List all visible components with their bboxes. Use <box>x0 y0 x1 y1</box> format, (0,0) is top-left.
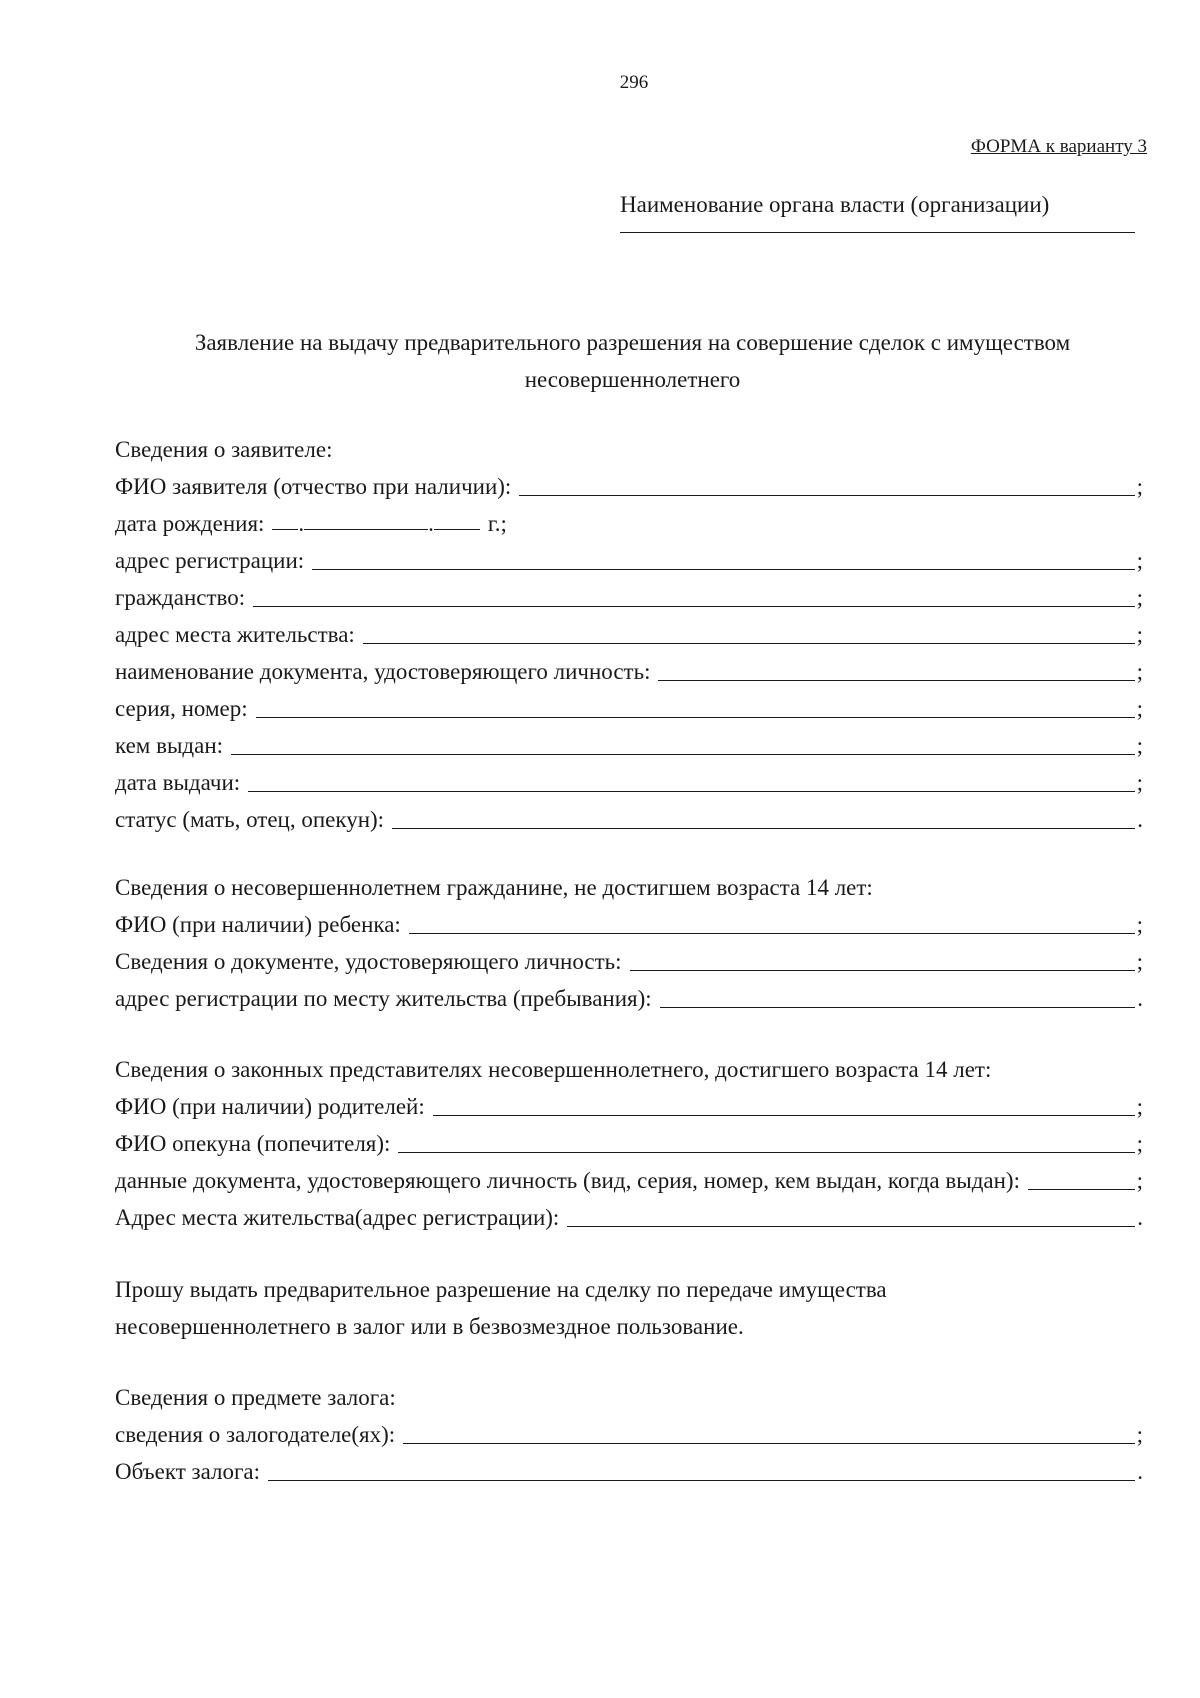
dob-year-field[interactable] <box>434 529 480 530</box>
authority-block <box>620 192 1140 233</box>
representatives-doc-row <box>115 1162 1143 1199</box>
applicant-citizenship-label: гражданство: <box>115 585 246 610</box>
row-end-mark: ; <box>1136 585 1143 610</box>
applicant-residence-label: адрес места жительства: <box>115 622 355 647</box>
representatives-guardian-label: ФИО опекуна (попечителя): <box>115 1131 391 1156</box>
applicant-series-row <box>115 690 1143 727</box>
pledge-object-row <box>115 1453 1143 1490</box>
applicant-reg-address-row <box>115 542 1143 579</box>
pledge-object-field[interactable] <box>268 1480 1135 1481</box>
applicant-dob-label: дата рождения: <box>115 511 265 536</box>
pledge-heading: Сведения о предмете залога: <box>115 1385 396 1410</box>
applicant-series-field[interactable] <box>256 717 1135 718</box>
dob-day-field[interactable] <box>272 529 298 530</box>
minor-address-field[interactable] <box>660 1007 1136 1008</box>
applicant-residence-field[interactable] <box>363 643 1135 644</box>
applicant-residence-row <box>115 616 1143 653</box>
minor-heading: Сведения о несовершеннолетнем гражданине, не достигшем возраста 14 лет: <box>115 875 873 900</box>
pledge-pledgor-field[interactable] <box>403 1443 1134 1444</box>
representatives-doc-field[interactable] <box>1028 1189 1135 1190</box>
row-end-mark: ; <box>1136 1168 1143 1193</box>
minor-address-row <box>115 980 1143 1017</box>
row-end-mark: . <box>1137 1459 1143 1484</box>
dob-suffix: г.; <box>487 511 507 536</box>
minor-address-label: адрес регистрации по месту жительства (пребывания): <box>115 986 652 1011</box>
representatives-parents-label: ФИО (при наличии) родителей: <box>115 1094 425 1119</box>
row-end-mark: . <box>1137 807 1143 832</box>
applicant-section <box>115 431 1143 838</box>
row-end-mark: ; <box>1136 1094 1143 1119</box>
representatives-guardian-row <box>115 1125 1143 1162</box>
minor-section <box>115 869 1143 1017</box>
representatives-parents-row <box>115 1088 1143 1125</box>
applicant-series-label: серия, номер: <box>115 696 248 721</box>
representatives-address-label: Адрес места жительства(адрес регистрации): <box>115 1205 560 1230</box>
applicant-reg-address-field[interactable] <box>312 569 1134 570</box>
applicant-status-label: статус (мать, отец, опекун): <box>115 807 385 832</box>
applicant-id-doc-row <box>115 653 1143 690</box>
row-end-mark: ; <box>1136 696 1143 721</box>
dob-dot: . <box>298 511 305 536</box>
applicant-fio-label: ФИО заявителя (отчество при наличии): <box>115 474 512 499</box>
applicant-citizenship-row <box>115 579 1143 616</box>
minor-fio-field[interactable] <box>409 933 1135 934</box>
row-end-mark: ; <box>1136 733 1143 758</box>
applicant-status-row <box>115 801 1143 838</box>
representatives-address-field[interactable] <box>567 1226 1135 1227</box>
authority-label: Наименование органа власти (организации) <box>620 192 1050 217</box>
applicant-reg-address-label: адрес регистрации: <box>115 548 305 573</box>
applicant-issued-by-field[interactable] <box>231 754 1135 755</box>
pledge-section <box>115 1379 1143 1490</box>
applicant-status-field[interactable] <box>392 828 1135 829</box>
representatives-parents-field[interactable] <box>433 1115 1135 1116</box>
applicant-fio-row <box>115 468 1143 505</box>
request-paragraph <box>115 1271 1143 1345</box>
row-end-mark: ; <box>1136 949 1143 974</box>
row-end-mark: ; <box>1136 912 1143 937</box>
applicant-id-doc-label: наименование документа, удостоверяющего личность: <box>115 659 651 684</box>
applicant-issued-by-label: кем выдан: <box>115 733 224 758</box>
minor-doc-field[interactable] <box>630 970 1135 971</box>
representatives-doc-label: данные документа, удостоверяющего личность (вид, серия, номер, кем выдан, когда выдан): <box>115 1168 1020 1193</box>
row-end-mark: ; <box>1136 659 1143 684</box>
applicant-dob-row <box>115 505 1143 542</box>
minor-doc-row <box>115 943 1143 980</box>
page-number: 296 <box>619 72 649 93</box>
row-end-mark: ; <box>1136 1422 1143 1447</box>
pledge-object-label: Объект залога: <box>115 1459 261 1484</box>
applicant-issued-by-row <box>115 727 1143 764</box>
row-end-mark: ; <box>1136 548 1143 573</box>
applicant-issue-date-row <box>115 764 1143 801</box>
row-end-mark: ; <box>1136 770 1143 795</box>
applicant-citizenship-field[interactable] <box>253 606 1135 607</box>
minor-fio-row <box>115 906 1143 943</box>
row-end-mark: ; <box>1136 1131 1143 1156</box>
applicant-id-doc-field[interactable] <box>658 680 1134 681</box>
dob-month-field[interactable] <box>304 529 428 530</box>
row-end-mark: . <box>1137 1205 1143 1230</box>
row-end-mark: ; <box>1136 474 1143 499</box>
minor-fio-label: ФИО (при наличии) ребенка: <box>115 912 401 937</box>
representatives-address-row <box>115 1199 1143 1236</box>
row-end-mark: ; <box>1136 622 1143 647</box>
applicant-issue-date-field[interactable] <box>248 791 1134 792</box>
representatives-heading: Сведения о законных представителях несовершеннолетнего, достигшего возраста 14 лет: <box>115 1057 992 1082</box>
pledge-pledgor-row <box>115 1416 1143 1453</box>
representatives-guardian-field[interactable] <box>398 1152 1134 1153</box>
pledge-pledgor-label: сведения о залогодателе(ях): <box>115 1422 396 1447</box>
applicant-issue-date-label: дата выдачи: <box>115 770 241 795</box>
form-label: ФОРМА к варианту 3 <box>970 136 1147 157</box>
applicant-fio-field[interactable] <box>519 495 1134 496</box>
applicant-heading: Сведения о заявителе: <box>115 437 333 462</box>
authority-blank-line[interactable] <box>620 232 1135 233</box>
request-line: несовершеннолетнего в залог или в безвозмездное пользование. <box>115 1314 744 1339</box>
minor-doc-label: Сведения о документе, удостоверяющего личность: <box>115 949 622 974</box>
request-line: Прошу выдать предварительное разрешение на сделку по передаче имущества <box>115 1277 887 1302</box>
dob-dot: . <box>428 511 434 536</box>
document-title: Заявление на выдачу предварительного разрешения на совершение сделок с имуществом несовершеннолетнего <box>194 330 1071 392</box>
row-end-mark: . <box>1137 986 1143 1011</box>
representatives-section <box>115 1051 1143 1236</box>
